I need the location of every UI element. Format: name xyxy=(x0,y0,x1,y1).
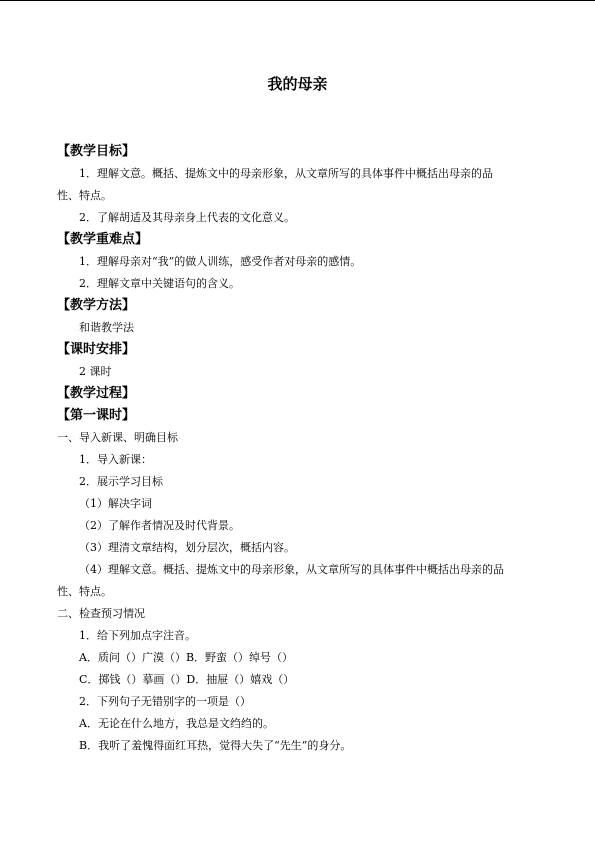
text-line: 一、导入新课、明确目标 xyxy=(57,431,178,444)
text-line: 1．给下列加点字注音。 xyxy=(79,629,196,642)
text-line: 二、检查预习情况 xyxy=(57,607,145,620)
text-line: 2 课时 xyxy=(79,365,112,378)
text-line: 和谐教学法 xyxy=(79,321,134,334)
text-line: 2．展示学习目标 xyxy=(79,475,163,488)
text-line: （1）解决字词 xyxy=(79,497,152,510)
text-line: 2．了解胡适及其母亲身上代表的文化意义。 xyxy=(79,211,295,224)
text-line: C．掷钱（）摹画（）D．抽屉（）嬉戏（） xyxy=(79,673,295,686)
text-line: （2）了解作者情况及时代背景。 xyxy=(79,519,240,532)
section-heading-keypoints: 【教学重难点】 xyxy=(57,232,149,247)
top-rule xyxy=(0,0,595,1)
section-heading-schedule: 【课时安排】 xyxy=(57,342,136,357)
section-heading-first-lesson: 【第一课时】 xyxy=(57,408,136,423)
text-line: A．无论在什么地方，我总是文绉绉的。 xyxy=(79,717,274,730)
text-line: 1．导入新课： xyxy=(79,453,152,466)
text-line: （4）理解文意。概括、提炼文中的母亲形象，从文章所写的具体事件中概括出母亲的品 xyxy=(79,563,504,576)
text-line: 性、特点。 xyxy=(57,585,112,598)
text-line: B．我听了羞愧得面红耳热，觉得大失了“先生”的身分。 xyxy=(79,739,352,752)
section-heading-process: 【教学过程】 xyxy=(57,386,136,401)
section-heading-objectives: 【教学目标】 xyxy=(57,144,136,159)
text-line: 1．理解母亲对“我”的做人训练，感受作者对母亲的感情。 xyxy=(79,255,362,268)
text-line: 性、特点。 xyxy=(57,189,112,202)
page-title: 我的母亲 xyxy=(267,75,328,93)
text-line: （3）理清文章结构，划分层次，概括内容。 xyxy=(79,541,295,554)
text-line: 2．下列句子无错别字的一项是（） xyxy=(79,695,251,708)
text-line: 2．理解文章中关键语句的含义。 xyxy=(79,277,240,290)
text-line: 1．理解文意。概括、提炼文中的母亲形象，从文章所写的具体事件中概括出母亲的品 xyxy=(79,167,493,180)
section-heading-methods: 【教学方法】 xyxy=(57,298,136,313)
text-line: A．质问（）广漠（）B．野蛮（）绰号（） xyxy=(79,651,294,664)
